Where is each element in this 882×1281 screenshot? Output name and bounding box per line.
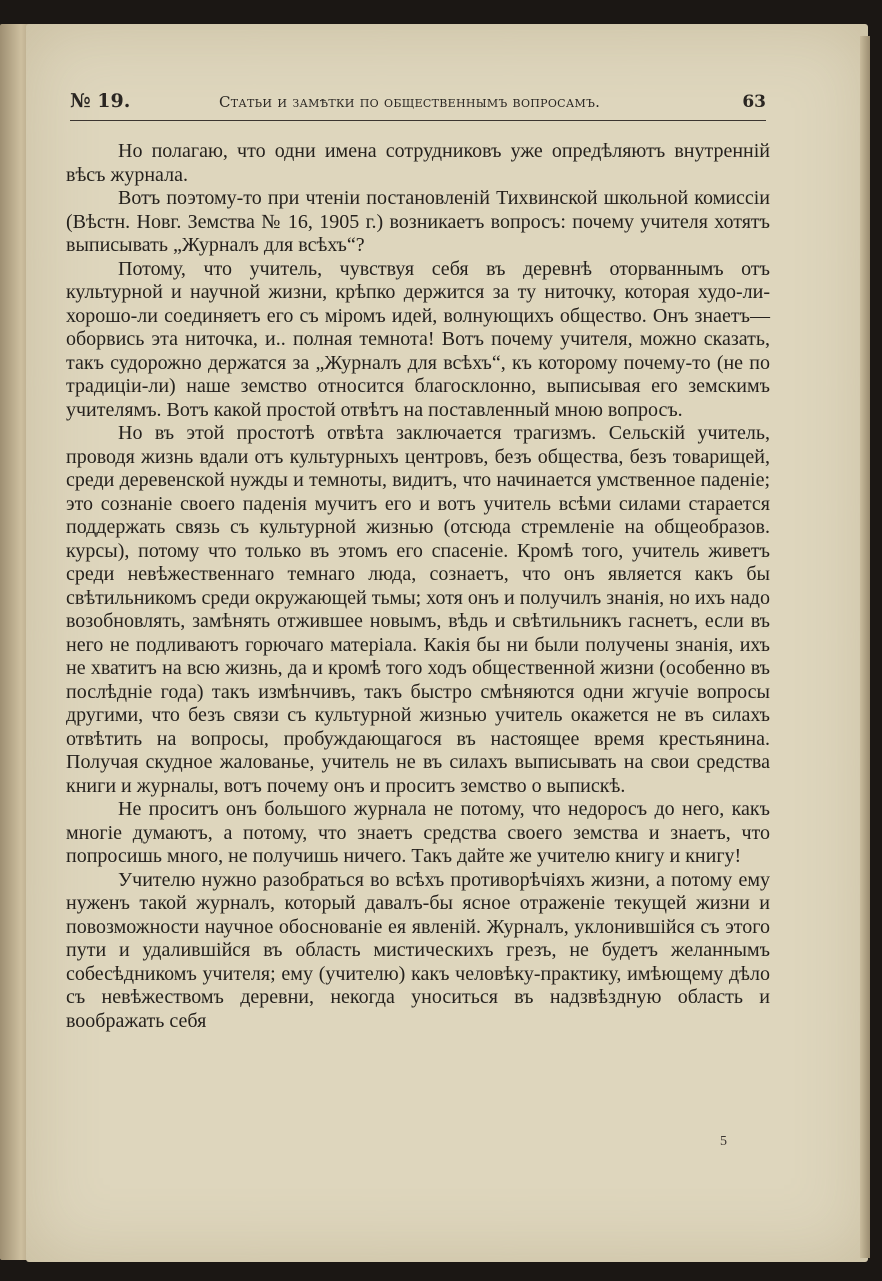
article-body	[66, 140, 770, 1033]
paragraph: Потому, что учитель, чувствуя себя въ деревнѣ оторваннымъ отъ культурной и научной жизни, крѣпко держится за ту ниточку, которая худо-ли-хорошо-ли соединяетъ его съ міромъ идей, волнующихъ общество. Онъ знаетъ—оборвись эта ниточка, и.. полная темнота! Вотъ почему учителя, можно сказать, такъ судорожно держатся за „Журналъ для всѣхъ“, къ которому почему-то (не по традиціи-ли) наше земство относится благосклонно, выписывая его земскимъ учителямъ. Вотъ какой простой отвѣтъ на поставленный мною вопросъ.	[66, 257, 770, 421]
page-number: 63	[742, 92, 766, 112]
signature-mark: 5	[720, 1134, 727, 1149]
issue-number: № 19.	[70, 90, 131, 112]
paragraph: Вотъ поэтому-то при чтеніи постановленій Тихвинской школьной комиссіи (Вѣстн. Новг. Земства № 16, 1905 г.) возникаетъ вопросъ: почему учителя хотятъ выписывать „Журналъ для всѣхъ“?	[66, 187, 770, 256]
paragraph: Но полагаю, что одни имена сотрудниковъ уже опредѣляютъ внутренній вѣсъ журнала.	[66, 140, 770, 186]
paragraph: Учителю нужно разобраться во всѣхъ противорѣчіяхъ жизни, а потому ему нуженъ такой журналъ, который давалъ-бы ясное отраженіе текущей жизни и повозможности научное обоснованіе ея явленій. Журналъ, уклонившійся съ этого пути и удалившійся въ область мистическихъ грезъ, не будетъ желаннымъ собесѣдникомъ учителя; ему (учителю) какъ человѣку-практику, имѣющему дѣло съ невѣжествомъ деревни, некогда уноситься въ надзвѣздную область и воображать себя	[66, 868, 770, 1032]
page-stack-edge	[860, 36, 870, 1258]
running-header	[70, 86, 766, 121]
paragraph: Но въ этой простотѣ отвѣта заключается трагизмъ. Сельскій учитель, проводя жизнь вдали отъ культурныхъ центровъ, безъ общества, безъ товарищей, среди деревенской нужды и темноты, видитъ, что начинается умственное паденіе; это сознаніе своего паденія мучитъ его и вотъ учитель всѣми силами старается поддержать связь съ культурной жизнью (отсюда стремленіе на общеобразов. курсы), потому что только въ этомъ его спасеніе. Кромѣ того, учитель живетъ среди невѣжественнаго темнаго люда, сознаетъ, что онъ является какъ бы свѣтильникомъ среди окружающей тьмы; хотя онъ и получилъ знанія, но ихъ надо возобновлять, замѣнять отжившее новымъ, вѣдь и свѣтильникъ гаснетъ, если въ него не подливаютъ горючаго матеріала. Какія бы ни были получены знанія, ихъ не хватитъ на всю жизнь, да и кромѣ того ходъ общественной жизни (особенно въ послѣдніе года) такъ измѣнчивъ, такъ быстро смѣняются одни жгучіе вопросы другими, что безъ связи съ культурной жизнью учитель окажется не въ силахъ отвѣтить на вопросы, пробуждающагося въ настоящее время крестьянина. Получая скудное жалованье, учитель не въ силахъ выписывать на свои средства книги и журналы, вотъ почему онъ и проситъ земство о выпискѣ.	[66, 422, 770, 797]
running-title: Статьи и замѣтки по общественнымъ вопросамъ.	[219, 93, 601, 111]
paragraph: Не проситъ онъ большого журнала не потому, что недоросъ до него, какъ многіе думаютъ, а потому, что знаетъ средства своего земства и знаетъ, что попросишь много, не получишь ничего. Такъ дайте же учителю книгу и книгу!	[66, 798, 770, 867]
